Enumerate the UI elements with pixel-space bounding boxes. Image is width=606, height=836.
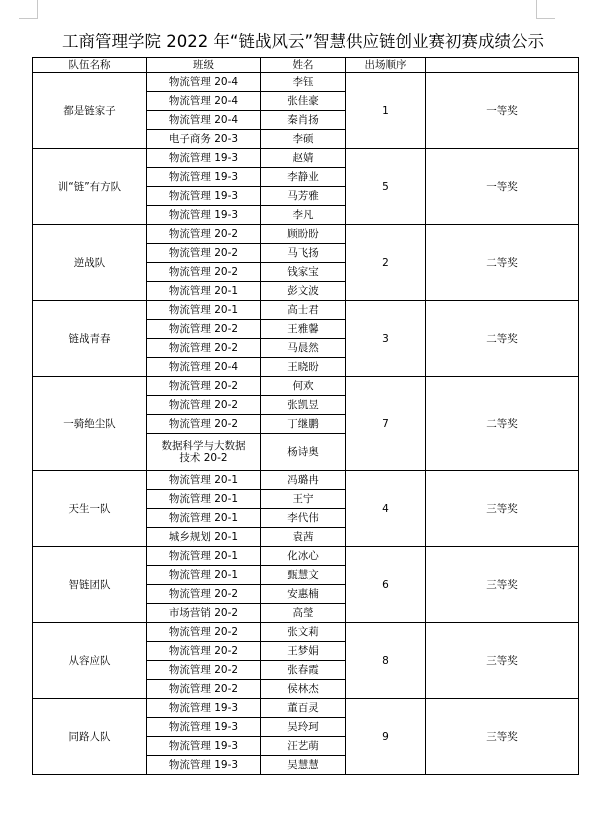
class-cell: 物流管理 20-4 — [147, 73, 261, 92]
team-name-cell: 逆战队 — [33, 225, 147, 301]
award-cell: 二等奖 — [426, 225, 579, 301]
member-name-cell: 杨诗奥 — [261, 434, 346, 471]
team-name-cell: 从容应队 — [33, 623, 147, 699]
award-cell: 二等奖 — [426, 377, 579, 471]
class-cell: 电子商务 20-3 — [147, 130, 261, 149]
table-header-row — [33, 58, 579, 73]
award-cell: 三等奖 — [426, 623, 579, 699]
member-name-cell: 吴慧慧 — [261, 756, 346, 775]
table-row — [33, 547, 579, 566]
award-cell: 三等奖 — [426, 699, 579, 775]
class-cell: 物流管理 19-3 — [147, 756, 261, 775]
member-name-cell: 李凡 — [261, 206, 346, 225]
table-row — [33, 377, 579, 396]
team-name-cell: 同路人队 — [33, 699, 147, 775]
member-name-cell: 钱家宝 — [261, 263, 346, 282]
class-cell: 数据科学与大数据技术 20-2 — [147, 434, 261, 471]
class-cell: 物流管理 20-1 — [147, 301, 261, 320]
class-cell: 物流管理 20-2 — [147, 225, 261, 244]
table-row — [33, 73, 579, 92]
class-cell: 物流管理 20-2 — [147, 377, 261, 396]
class-cell: 物流管理 20-2 — [147, 415, 261, 434]
member-name-cell: 顾盼盼 — [261, 225, 346, 244]
member-name-cell: 李静业 — [261, 168, 346, 187]
class-cell: 物流管理 20-2 — [147, 623, 261, 642]
order-cell: 3 — [346, 301, 426, 377]
table-row — [33, 149, 579, 168]
class-cell: 物流管理 20-1 — [147, 282, 261, 301]
class-cell: 物流管理 20-2 — [147, 585, 261, 604]
header-award — [426, 58, 579, 73]
order-cell: 1 — [346, 73, 426, 149]
member-name-cell: 马晨然 — [261, 339, 346, 358]
class-cell: 物流管理 20-2 — [147, 642, 261, 661]
team-name-cell: 一骑绝尘队 — [33, 377, 147, 471]
member-name-cell: 马飞扬 — [261, 244, 346, 263]
member-name-cell: 袁茜 — [261, 528, 346, 547]
member-name-cell: 丁继鹏 — [261, 415, 346, 434]
class-cell: 物流管理 20-1 — [147, 490, 261, 509]
table-row — [33, 471, 579, 490]
margin-corner-marker — [536, 0, 537, 18]
class-cell: 物流管理 20-2 — [147, 680, 261, 699]
member-name-cell: 彭文波 — [261, 282, 346, 301]
member-name-cell: 王雅馨 — [261, 320, 346, 339]
header-order: 出场顺序 — [346, 58, 426, 73]
order-cell: 7 — [346, 377, 426, 471]
member-name-cell: 甄慧文 — [261, 566, 346, 585]
team-name-cell: 都是链家子 — [33, 73, 147, 149]
member-name-cell: 赵婧 — [261, 149, 346, 168]
class-cell: 城乡规划 20-1 — [147, 528, 261, 547]
member-name-cell: 冯璐冉 — [261, 471, 346, 490]
member-name-cell: 王宁 — [261, 490, 346, 509]
class-cell: 市场营销 20-2 — [147, 604, 261, 623]
class-cell: 物流管理 19-3 — [147, 699, 261, 718]
team-name-cell: 训“链”有方队 — [33, 149, 147, 225]
member-name-cell: 董百灵 — [261, 699, 346, 718]
table-row — [33, 225, 579, 244]
class-cell: 物流管理 20-4 — [147, 358, 261, 377]
member-name-cell: 吴玲珂 — [261, 718, 346, 737]
award-cell: 三等奖 — [426, 547, 579, 623]
class-cell: 物流管理 20-2 — [147, 320, 261, 339]
class-cell: 物流管理 19-3 — [147, 718, 261, 737]
table-row — [33, 699, 579, 718]
class-cell: 物流管理 19-3 — [147, 149, 261, 168]
team-name-cell: 链战青春 — [33, 301, 147, 377]
header-name: 姓名 — [261, 58, 346, 73]
class-cell: 物流管理 20-2 — [147, 661, 261, 680]
member-name-cell: 化冰心 — [261, 547, 346, 566]
order-cell: 6 — [346, 547, 426, 623]
class-cell: 物流管理 20-2 — [147, 244, 261, 263]
award-cell: 二等奖 — [426, 301, 579, 377]
order-cell: 9 — [346, 699, 426, 775]
member-name-cell: 秦肖扬 — [261, 111, 346, 130]
margin-corner-marker — [19, 18, 38, 19]
member-name-cell: 张文莉 — [261, 623, 346, 642]
class-cell: 物流管理 19-3 — [147, 737, 261, 756]
order-cell: 4 — [346, 471, 426, 547]
class-cell: 物流管理 20-2 — [147, 263, 261, 282]
member-name-cell: 马芳雅 — [261, 187, 346, 206]
award-cell: 一等奖 — [426, 73, 579, 149]
class-cell: 物流管理 20-1 — [147, 566, 261, 585]
member-name-cell: 李硕 — [261, 130, 346, 149]
margin-corner-marker — [37, 0, 38, 18]
member-name-cell: 张佳豪 — [261, 92, 346, 111]
document-title: 工商管理学院 2022 年“链战风云”智慧供应链创业赛初赛成绩公示 — [61, 32, 545, 51]
class-cell: 物流管理 20-2 — [147, 339, 261, 358]
class-cell: 物流管理 20-1 — [147, 471, 261, 490]
member-name-cell: 张春霞 — [261, 661, 346, 680]
class-cell: 物流管理 19-3 — [147, 206, 261, 225]
class-cell: 物流管理 20-1 — [147, 509, 261, 528]
member-name-cell: 高士君 — [261, 301, 346, 320]
margin-corner-marker — [536, 18, 555, 19]
header-team: 队伍名称 — [33, 58, 147, 73]
class-cell: 物流管理 20-4 — [147, 92, 261, 111]
order-cell: 2 — [346, 225, 426, 301]
award-cell: 一等奖 — [426, 149, 579, 225]
class-cell: 物流管理 20-2 — [147, 396, 261, 415]
member-name-cell: 张凯昱 — [261, 396, 346, 415]
results-table — [32, 57, 579, 775]
member-name-cell: 何欢 — [261, 377, 346, 396]
member-name-cell: 李代伟 — [261, 509, 346, 528]
member-name-cell: 李钰 — [261, 73, 346, 92]
member-name-cell: 高瑩 — [261, 604, 346, 623]
award-cell: 三等奖 — [426, 471, 579, 547]
member-name-cell: 王梦娟 — [261, 642, 346, 661]
class-cell: 物流管理 20-1 — [147, 547, 261, 566]
member-name-cell: 王晓盼 — [261, 358, 346, 377]
team-name-cell: 智链团队 — [33, 547, 147, 623]
member-name-cell: 安惠楠 — [261, 585, 346, 604]
order-cell: 5 — [346, 149, 426, 225]
order-cell: 8 — [346, 623, 426, 699]
table-row — [33, 301, 579, 320]
team-name-cell: 天生一队 — [33, 471, 147, 547]
class-cell: 物流管理 20-4 — [147, 111, 261, 130]
member-name-cell: 汪艺萌 — [261, 737, 346, 756]
class-cell: 物流管理 19-3 — [147, 187, 261, 206]
member-name-cell: 侯林杰 — [261, 680, 346, 699]
table-row — [33, 623, 579, 642]
header-class: 班级 — [147, 58, 261, 73]
class-cell: 物流管理 19-3 — [147, 168, 261, 187]
